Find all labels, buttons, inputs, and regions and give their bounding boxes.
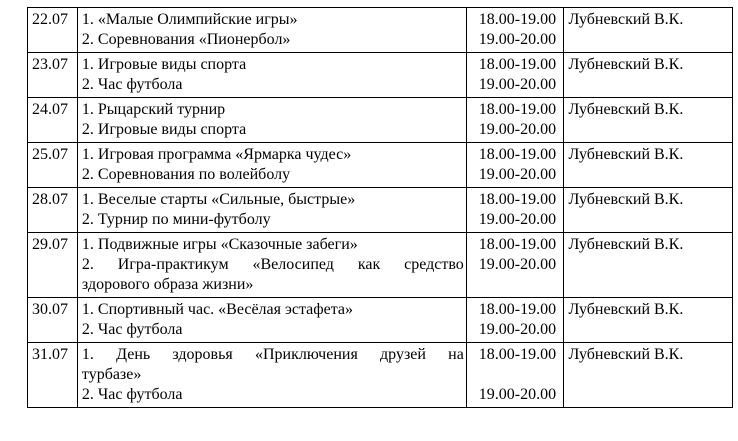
time-cell [466,343,563,408]
time-slot: 18.00-19.00 [478,346,557,363]
table-row [28,98,733,143]
time-slot: 19.00-20.00 [478,76,557,93]
table-row [28,343,733,408]
responsible-cell: Лубневский В.К. [563,143,733,188]
events-cell [77,298,466,343]
date-cell: 31.07 [28,343,78,408]
date-cell: 28.07 [28,188,78,233]
responsible-cell: Лубневский В.К. [563,343,733,408]
responsible-cell: Лубневский В.К. [563,188,733,233]
schedule-table [27,7,733,408]
responsible-cell: Лубневский В.К. [563,233,733,298]
event-item: 2. Игровые виды спорта [81,121,247,138]
event-item: 2. Час футбола [81,386,183,403]
schedule-body [28,8,733,408]
table-row [28,143,733,188]
responsible-cell: Лубневский В.К. [563,98,733,143]
time-cell [466,143,563,188]
responsible-cell: Лубневский В.К. [563,53,733,98]
time-cell [466,8,563,53]
date-cell: 22.07 [28,8,78,53]
time-slot: 19.00-20.00 [478,256,557,273]
date-cell: 25.07 [28,143,78,188]
date-cell: 23.07 [28,53,78,98]
event-item: 1. Подвижные игры «Сказочные забеги» [81,236,358,253]
time-slot: 18.00-19.00 [478,11,557,28]
table-row [28,188,733,233]
event-item: 1. Игровая программа «Ярмарка чудес» [81,146,352,163]
event-item: 1. «Малые Олимпийские игры» [81,11,298,28]
date-cell: 29.07 [28,233,78,298]
events-cell [77,8,466,53]
event-item: 1. День здоровья «Приключения друзей на [81,346,464,363]
event-item: 1. Спортивный час. «Весёлая эстафета» [81,301,353,318]
event-item: 1. Рыцарский турнир [81,101,226,118]
time-slot: 19.00-20.00 [478,166,557,183]
responsible-cell: Лубневский В.К. [563,298,733,343]
events-cell [77,233,466,298]
time-cell [466,298,563,343]
date-cell: 30.07 [28,298,78,343]
time-slot: 19.00-20.00 [478,211,557,228]
responsible-cell: Лубневский В.К. [563,8,733,53]
event-item: 2. Час футбола [81,76,183,93]
event-item: 1. Веселые старты «Сильные, быстрые» [81,191,356,208]
table-row [28,8,733,53]
time-cell [466,98,563,143]
time-cell [466,188,563,233]
events-cell [77,53,466,98]
time-slot: 18.00-19.00 [478,191,557,208]
events-cell [77,343,466,408]
event-item: 1. Игровые виды спорта [81,56,247,73]
event-item: 2. Игра-практикум «Велосипед как средство [81,256,464,273]
event-item: 2. Час футбола [81,321,183,338]
event-item-continuation: турбазе» [81,366,142,383]
time-cell [466,233,563,298]
time-slot: 19.00-20.00 [478,121,557,138]
time-slot: 19.00-20.00 [478,31,557,48]
event-item: 2. Соревнования «Пионербол» [81,31,291,48]
event-item-continuation: здорового образа жизни» [81,276,254,293]
date-cell: 24.07 [28,98,78,143]
table-row [28,53,733,98]
time-slot: 19.00-20.00 [478,321,557,338]
event-item: 2. Соревнования по волейболу [81,166,291,183]
table-row [28,233,733,298]
time-slot: 18.00-19.00 [478,146,557,163]
time-slot: 18.00-19.00 [478,301,557,318]
event-item: 2. Турнир по мини-футболу [81,211,271,228]
table-row [28,298,733,343]
time-slot: 18.00-19.00 [478,56,557,73]
time-slot: 19.00-20.00 [478,386,557,403]
events-cell [77,188,466,233]
events-cell [77,143,466,188]
events-cell [77,98,466,143]
time-slot: 18.00-19.00 [478,236,557,253]
time-slot: 18.00-19.00 [478,101,557,118]
time-cell [466,53,563,98]
